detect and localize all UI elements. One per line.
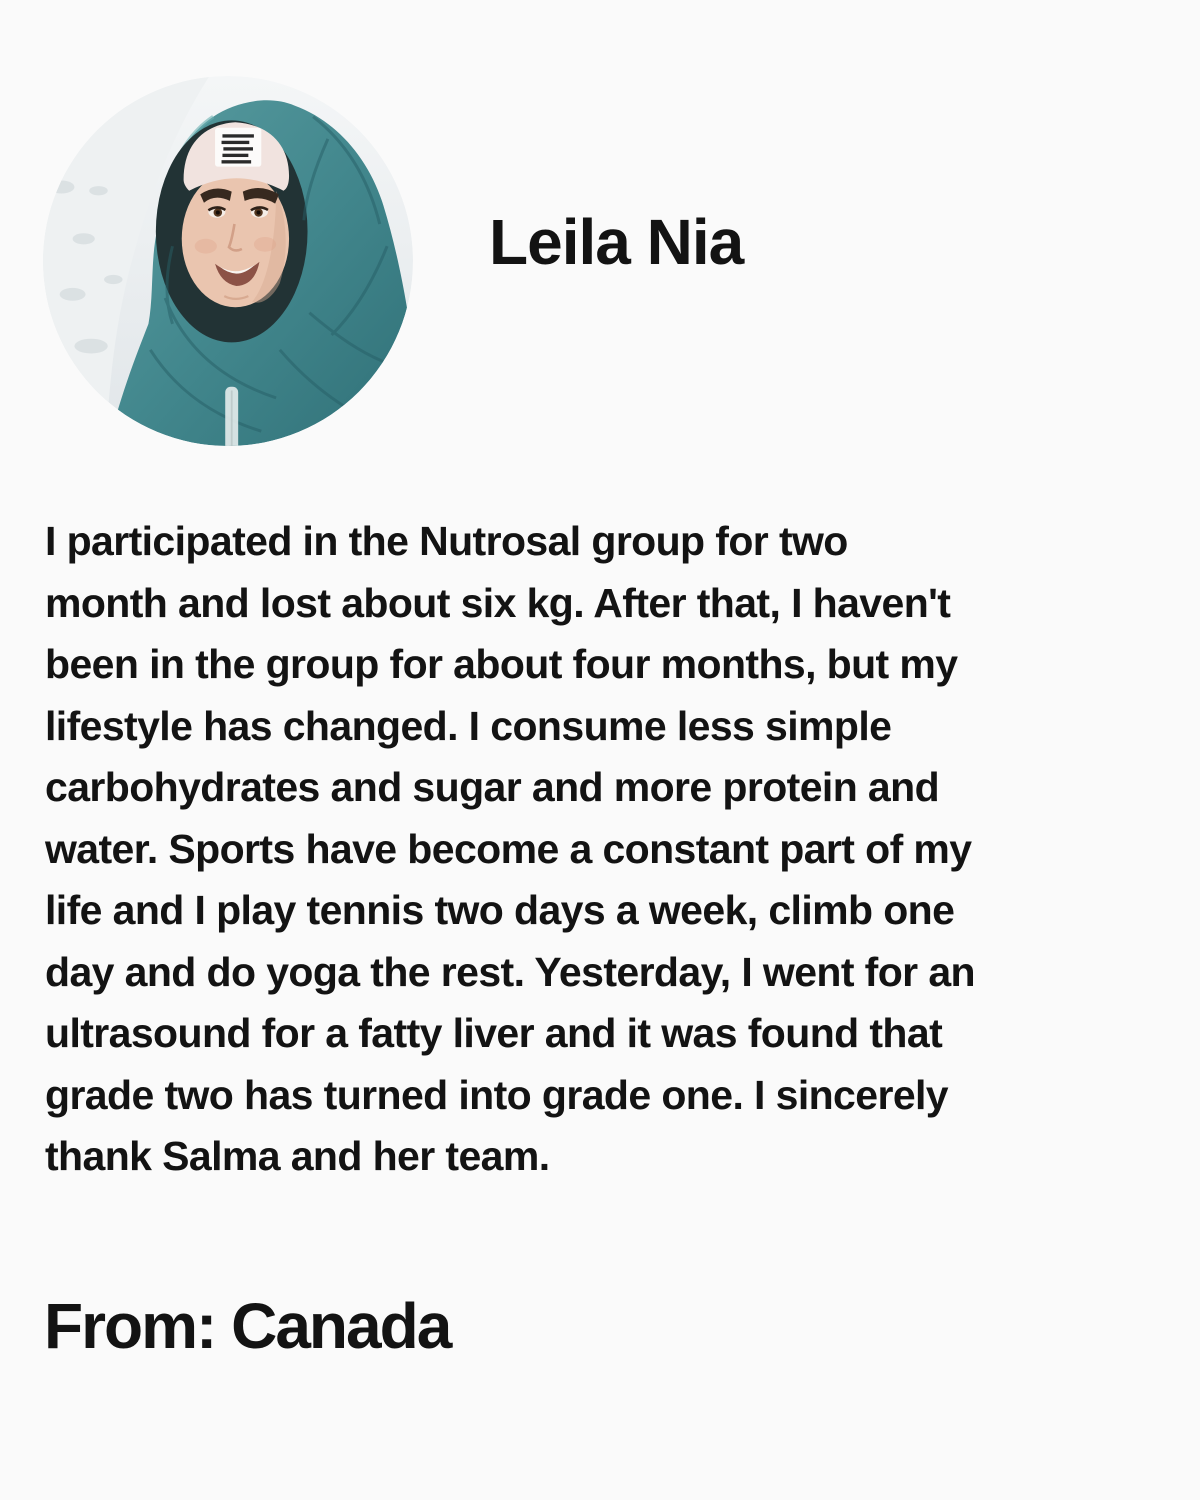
- testimonial-line: ultrasound for a fatty liver and it was found that: [45, 1010, 943, 1056]
- testimonial-line: thank Salma and her team.: [45, 1133, 550, 1179]
- avatar-photo: [43, 76, 413, 446]
- testimonial-line: lifestyle has changed. I consume less simple: [45, 702, 892, 749]
- testimonial-line: grade two has turned into grade one. I sincerely: [45, 1071, 949, 1118]
- testimonial-line: been in the group for about four months, but my: [45, 641, 958, 687]
- testimonial-line: water. Sports have become a constant part of my: [45, 825, 972, 872]
- testimonial-line: life and I play tennis two days a week, climb one: [45, 887, 955, 933]
- avatar: [43, 76, 413, 446]
- testimonial-text: [45, 511, 1177, 1188]
- profile-name: Leila Nia: [489, 206, 744, 278]
- origin-label: From: Canada: [44, 1290, 451, 1362]
- testimonial-line: carbohydrates and sugar and more protein and: [45, 764, 940, 810]
- testimonial-line: I participated in the Nutrosal group for two: [45, 518, 848, 564]
- testimonial-line: month and lost about six kg. After that, I haven't: [45, 579, 951, 626]
- testimonial-line: day and do yoga the rest. Yesterday, I went for an: [45, 948, 975, 995]
